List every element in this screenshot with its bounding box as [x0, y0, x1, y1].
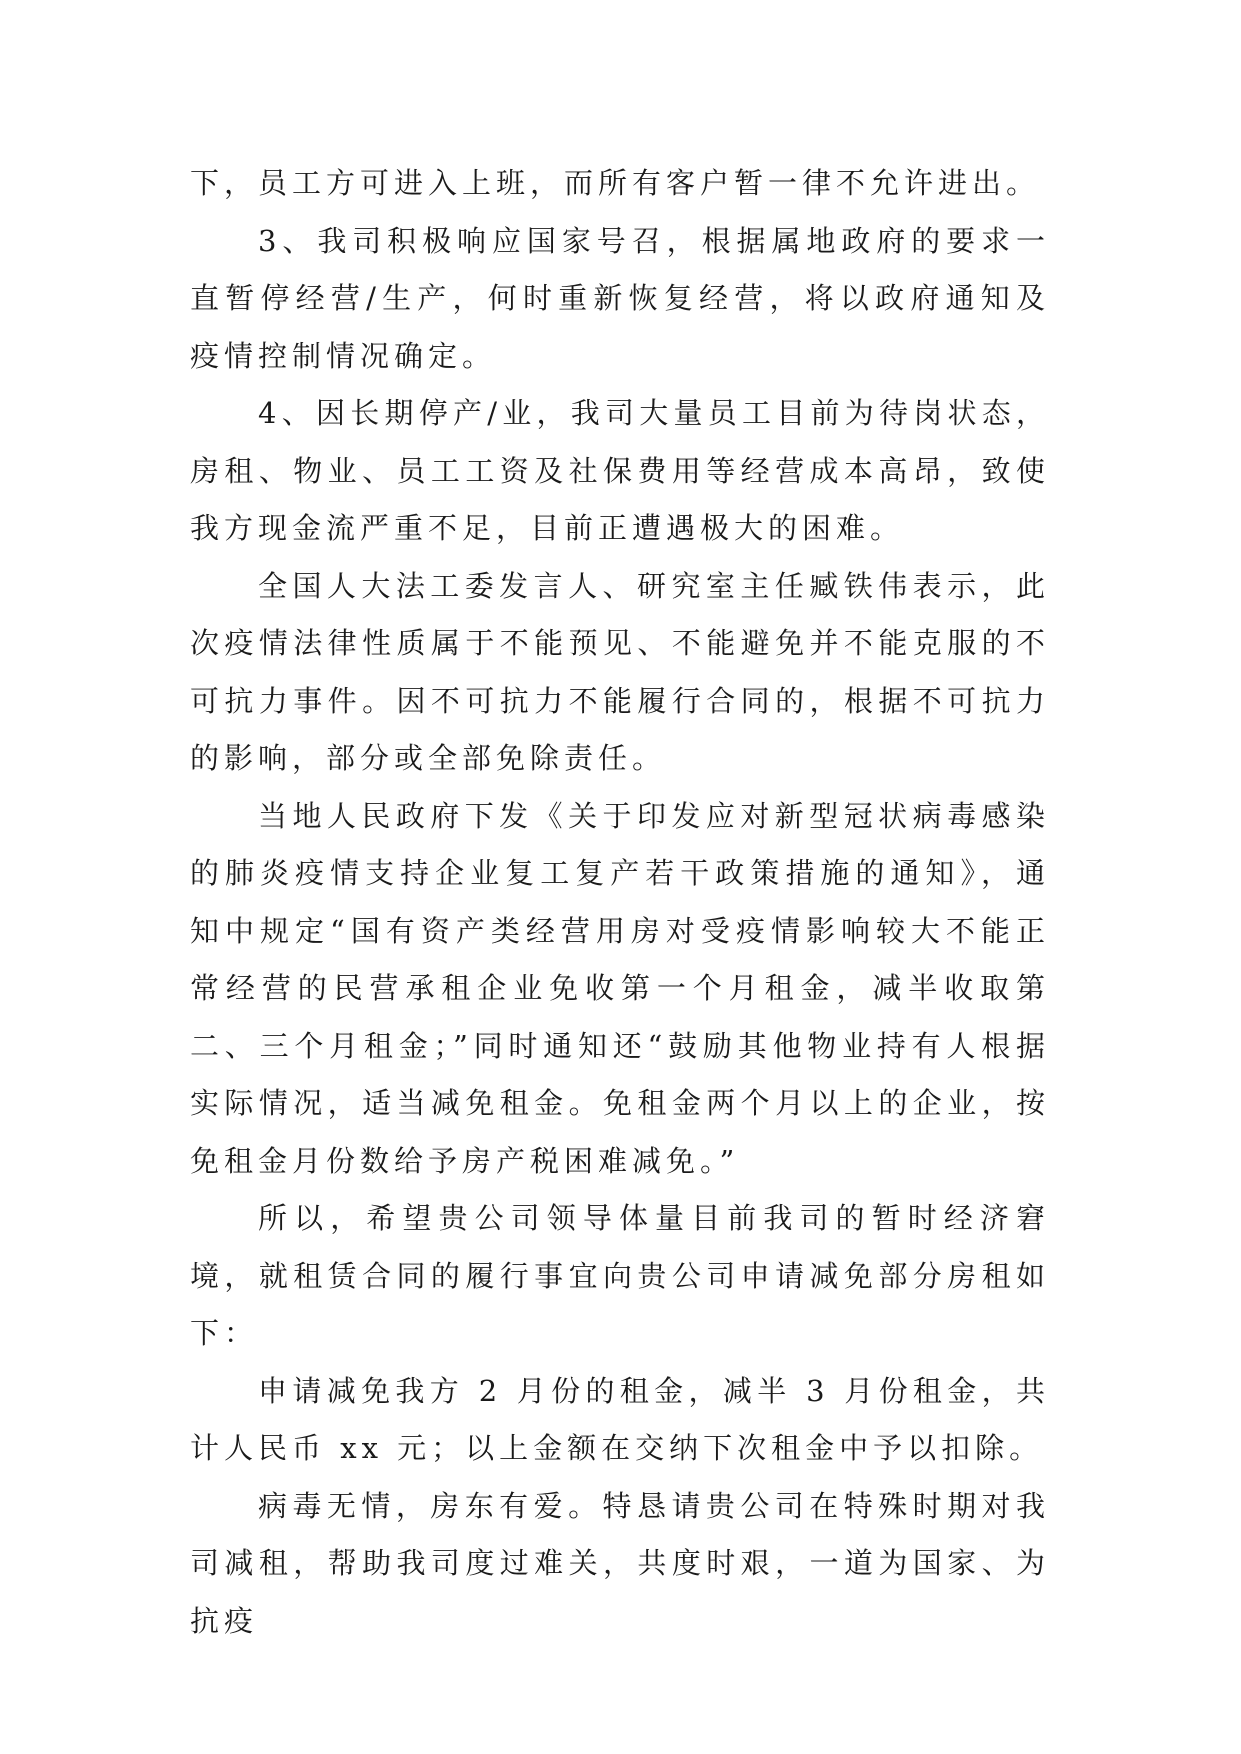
paragraph-continuation: 下，员工方可进入上班，而所有客户暂一律不允许进出。: [190, 166, 1041, 200]
paragraph-request-detail: 申请减免我方 2 月份的租金，减半 3 月份租金，共计人民币 xx 元；以上金额在交纳下次租金中予以扣除。: [190, 1373, 1050, 1465]
paragraph-item-3: 3、我司积极响应国家号召，根据属地政府的要求一直暂停经营/生产，何时重新恢复经营，将以政府通知及疫情控制情况确定。: [190, 223, 1050, 373]
document-body: [190, 155, 1050, 1650]
paragraph-item-4: 4、因长期停产/业，我司大量员工目前为待岗状态，房租、物业、员工工资及社保费用等经营成本高昂，致使我方现金流严重不足，目前正遭遇极大的困难。: [190, 396, 1050, 545]
paragraph-closing: 病毒无情，房东有爱。特恳请贵公司在特殊时期对我司减租，帮助我司度过难关，共度时艰，一道为国家、为抗疫: [190, 1488, 1050, 1638]
paragraph-government-notice: 当地人民政府下发《关于印发应对新型冠状病毒感染的肺炎疫情支持企业复工复产若干政策措施的通知》，通知中规定“国有资产类经营用房对受疫情影响较大不能正常经营的民营承租企业免收第一个月租金，减半收取第二、三个月租金；”同时通知还“鼓励其他物业持有人根据实际情况，适当减免租金。免租金两个月以上的企业，按免租金月份数给予房产税困难减免。”: [190, 798, 1050, 1178]
paragraph-force-majeure: 全国人大法工委发言人、研究室主任臧铁伟表示，此次疫情法律性质属于不能预见、不能避免并不能克服的不可抗力事件。因不可抗力不能履行合同的，根据不可抗力的影响，部分或全部免除责任。: [190, 568, 1050, 775]
paragraph-request-intro: 所以，希望贵公司领导体量目前我司的暂时经济窘境，就租赁合同的履行事宜向贵公司申请减免部分房租如下：: [190, 1201, 1050, 1350]
